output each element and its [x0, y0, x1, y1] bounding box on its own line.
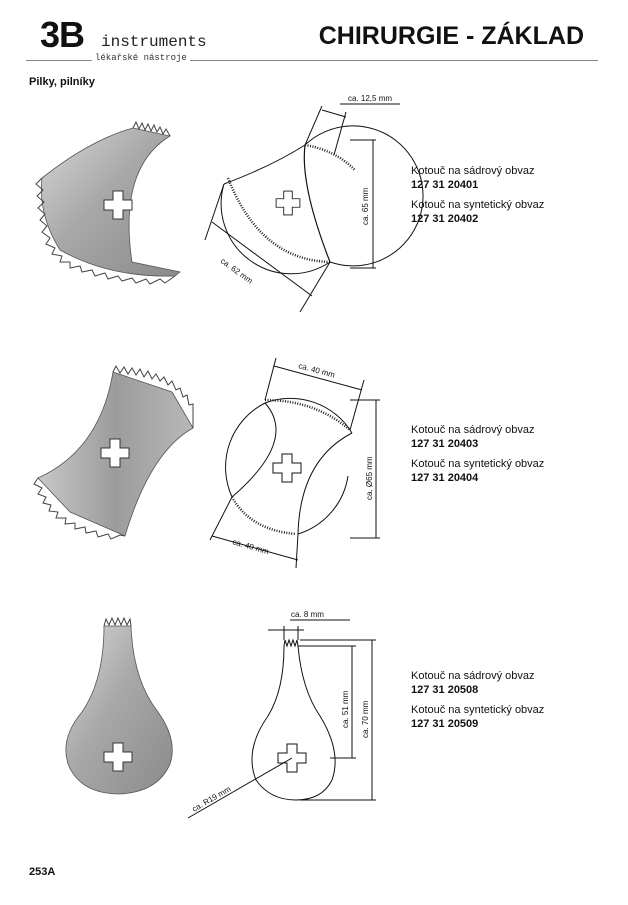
dim-label-1-diameter: ca. 65 mm [361, 187, 370, 225]
dim-label-3-radius: ca. R19 mm [190, 784, 233, 814]
page-title: CHIRURGIE - ZÁKLAD [318, 22, 584, 50]
dim-label-2-bottom: ca. 40 mm [231, 537, 270, 557]
product-code: 127 31 20402 [411, 213, 479, 225]
blade-drawing-1 [205, 104, 423, 312]
blade-photo-3 [66, 618, 172, 794]
dim-label-3-total: ca. 70 mm [361, 700, 370, 738]
product-block-3 [411, 669, 544, 737]
product-code: 127 31 20508 [411, 684, 479, 696]
dim-label-1-width: ca. 12,5 mm [348, 94, 393, 103]
dim-label-2-top: ca. 40 mm [297, 361, 336, 380]
brand-subtitle: instruments [101, 33, 207, 51]
product-desc: Kotouč na syntetický obvaz [411, 199, 545, 211]
product-code: 127 31 20403 [411, 438, 479, 450]
dim-label-2-diameter: ca. Ø65 mm [365, 456, 374, 500]
product-code: 127 31 20509 [411, 718, 479, 730]
dim-label-3-tip: ca. 8 mm [291, 610, 324, 619]
section-title: Pilky, pilníky [29, 76, 95, 88]
brand-tagline: lékařské nástroje [92, 53, 190, 63]
product-code: 127 31 20401 [411, 179, 479, 191]
product-block-2 [411, 423, 544, 491]
dim-label-1-chord: ca. 62 mm [218, 256, 255, 286]
dim-label-3-inner: ca. 51 mm [341, 690, 350, 728]
product-block-1 [411, 164, 544, 232]
product-desc: Kotouč na sádrový obvaz [411, 670, 535, 682]
product-desc: Kotouč na sádrový obvaz [411, 165, 535, 177]
product-code: 127 31 20404 [411, 472, 479, 484]
product-desc: Kotouč na syntetický obvaz [411, 458, 545, 470]
blade-drawing-2 [210, 358, 380, 568]
product-desc: Kotouč na syntetický obvaz [411, 704, 545, 716]
brand-logo: 3B [40, 14, 85, 55]
product-desc: Kotouč na sádrový obvaz [411, 424, 535, 436]
page-number: 253A [29, 866, 56, 878]
blade-photo-1 [36, 122, 180, 284]
blade-photo-2 [34, 366, 193, 539]
